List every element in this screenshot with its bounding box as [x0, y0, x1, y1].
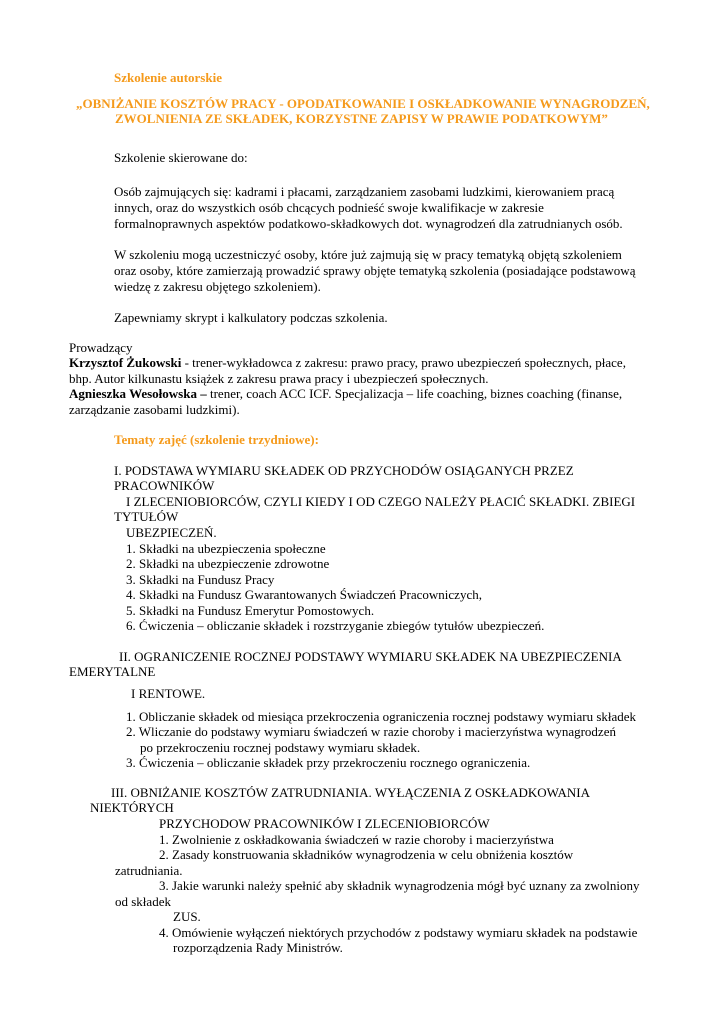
section-3-item-4: 4. Omówienie wyłączeń niektórych przychodów z podstawy wymiaru składek na podstawie: [159, 925, 638, 940]
course-label: Szkolenie autorskie: [114, 70, 222, 85]
audience-p1-line-2: innych, oraz do wszystkich osób chcących podnieść swoje kwalifikacje w zakresie: [114, 200, 544, 215]
section-2-title-line-3: I RENTOWE.: [131, 686, 206, 701]
section-3-item-2: 2. Zasady konstruowania składników wynagrodzenia w celu obniżenia kosztów: [159, 847, 574, 862]
trainer-2-desc-a: trener, coach ACC ICF. Specjalizacja – life coaching, biznes coaching (finanse,: [206, 386, 623, 401]
audience-p1-line-1: Osób zajmujących się: kadrami i płacami, zarządzaniem zasobami ludzkimi, kierowaniem pracą: [114, 184, 615, 199]
trainer-2-line-2: zarządzanie zasobami ludzkimi).: [69, 402, 240, 417]
section-2-item-2-cont: po przekroczeniu rocznej podstawy wymiaru składek.: [140, 740, 421, 755]
audience-p2-line-3: wiedzę z zakresu objętego szkoleniem).: [114, 279, 321, 294]
trainers-heading: Prowadzący: [69, 340, 133, 355]
section-3-title-line-2: NIEKTÓRYCH: [90, 800, 174, 815]
section-1-title-line-2: PRACOWNIKÓW: [114, 478, 215, 493]
audience-p3: Zapewniamy skrypt i kalkulatory podczas szkolenia.: [114, 310, 388, 325]
section-2-title-line-1: II. OGRANICZENIE ROCZNEJ PODSTAWY WYMIARU SKŁADEK NA UBEZPIECZENIA: [119, 649, 622, 664]
section-1-title-line-3: I ZLECENIOBIORCÓW, CZYLI KIEDY I OD CZEGO NALEŻY PŁACIĆ SKŁADKI. ZBIEGI: [126, 494, 636, 509]
trainer-2-line-1: [69, 386, 622, 402]
audience-p2-line-2: oraz osoby, które zamierzają prowadzić sprawy objęte tematyką szkolenia (posiadające podstawową: [114, 263, 636, 278]
topics-heading: Tematy zajęć (szkolenie trzydniowe):: [114, 432, 319, 447]
section-2-item-3: 3. Ćwiczenia – obliczanie składek przy przekroczeniu rocznego ograniczenia.: [126, 755, 531, 770]
section-3-item-1: 1. Zwolnienie z oskładkowania świadczeń w razie choroby i macierzyństwa: [159, 832, 554, 847]
section-1-item-5: 5. Składki na Fundusz Emerytur Pomostowych.: [126, 603, 375, 618]
section-1-item-4: 4. Składki na Fundusz Gwarantowanych Świadczeń Pracowniczych,: [126, 587, 482, 602]
section-3-item-3-cont-1: od składek: [115, 894, 171, 909]
trainer-1-line-1: [69, 355, 626, 371]
section-1-item-6: 6. Ćwiczenia – obliczanie składek i rozstrzyganie zbiegów tytułów ubezpieczeń.: [126, 618, 545, 633]
section-3-item-3-cont-2: ZUS.: [173, 909, 201, 924]
section-1-title-line-1: I. PODSTAWA WYMIARU SKŁADEK OD PRZYCHODÓW OSIĄGANYCH PRZEZ: [114, 463, 574, 478]
section-3-title-line-1: III. OBNIŻANIE KOSZTÓW ZATRUDNIANIA. WYŁĄCZENIA Z OSKŁADKOWANIA: [111, 785, 591, 800]
trainer-1-desc-a: - trener-wykładowca z zakresu: prawo pracy, prawo ubezpieczeń społecznych, płace,: [181, 355, 626, 370]
trainer-2-name: Agnieszka Wesołowska –: [69, 386, 207, 401]
course-title-line-1: „OBNIŻANIE KOSZTÓW PRACY - OPODATKOWANIE I OSKŁADKOWANIE WYNAGRODZEŃ,: [76, 96, 650, 111]
section-1-item-1: 1. Składki na ubezpieczenia społeczne: [126, 541, 326, 556]
trainer-1-name: Krzysztof Żukowski: [69, 355, 182, 370]
section-1-title-line-4: TYTUŁÓW: [114, 509, 179, 524]
section-3-item-2-cont: zatrudniania.: [115, 863, 183, 878]
audience-heading: Szkolenie skierowane do:: [114, 150, 248, 165]
audience-p2-line-1: W szkoleniu mogą uczestniczyć osoby, które już zajmują się w pracy tematyką objętą szkoleniem: [114, 247, 622, 262]
section-2-item-2: 2. Wliczanie do podstawy wymiaru świadczeń w razie choroby i macierzyństwa wynagrodzeń: [126, 724, 616, 739]
section-1-item-3: 3. Składki na Fundusz Pracy: [126, 572, 275, 587]
section-3-item-3: 3. Jakie warunki należy spełnić aby składnik wynagrodzenia mógł być uznany za zwolniony: [159, 878, 640, 893]
course-title-line-2: ZWOLNIENIA ZE SKŁADEK, KORZYSTNE ZAPISY W PRAWIE PODATKOWYM”: [115, 111, 608, 126]
section-2-item-1: 1. Obliczanie składek od miesiąca przekroczenia ograniczenia rocznej podstawy wymiaru składek: [126, 709, 637, 724]
section-1-item-2: 2. Składki na ubezpieczenie zdrowotne: [126, 556, 330, 571]
section-1-title-line-5: UBEZPIECZEŃ.: [126, 525, 217, 540]
section-3-title-line-3: PRZYCHODOW PRACOWNIKÓW I ZLECENIOBIORCÓW: [159, 816, 490, 831]
trainer-1-line-2: bhp. Autor kilkunastu książek z zakresu prawa pracy i ubezpieczeń społecznych.: [69, 371, 489, 386]
audience-p1-line-3: formalnoprawnych aspektów podatkowo-składkowych dot. wynagrodzeń dla zatrudnianych osób.: [114, 216, 623, 231]
section-3-item-4-cont: rozporządzenia Rady Ministrów.: [173, 940, 343, 955]
section-2-title-line-2: EMERYTALNE: [69, 664, 156, 679]
